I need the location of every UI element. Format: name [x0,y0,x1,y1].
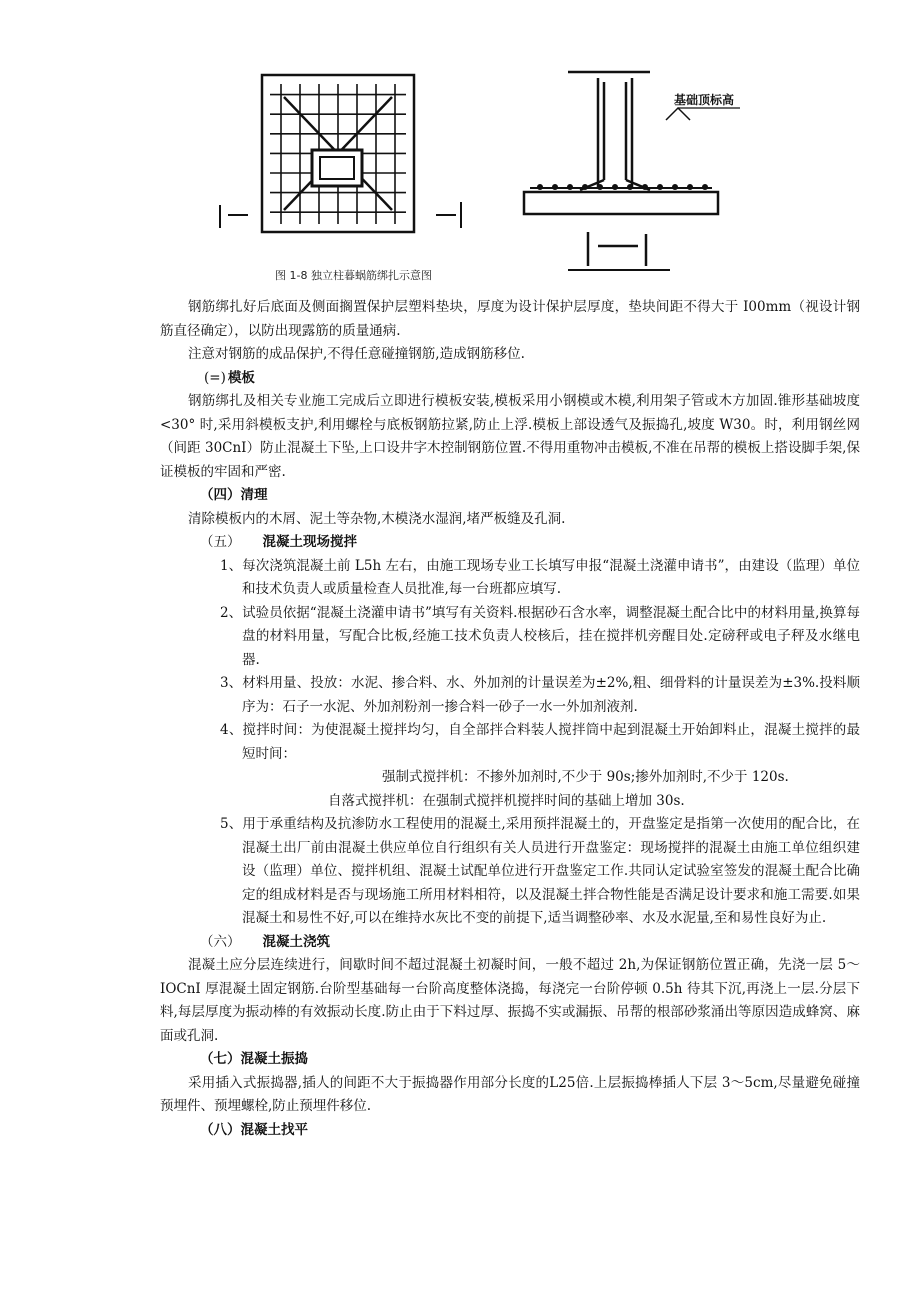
rebar-dot [582,184,588,190]
paragraph: 钢筋绑扎好后底面及侧面搁置保护层塑料垫块，厚度为设计保护层厚度，垫块间距不得大于 I00mm（视设计钢筋直径确定），以防出现露筋的质量通病. [160,299,860,339]
section-heading [160,531,860,555]
rebar-dot [552,184,558,190]
section-heading: （八）混凝土找平 [200,1121,308,1138]
rebar-dot [627,184,633,190]
paragraph: 钢筋绑扎及相关专业施工完成后立即进行模板安装,模板采用小钢模或木模,利用架子管或木方加固.锥形基础坡度<30° 时,采用斜模板支护,利用螺栓与底板钢筋拉紧,防止上浮.模板上部设透气及振捣孔,坡度 W30。时，利用钢丝网（间距 30CnI）防止混凝土下坠,上口设井字木控制钢筋位置.不得用重物冲击模板,不准在吊帮的模板上搭设脚手架,保证模板的牢固和严密. [160,393,860,480]
sub-item: 强制式搅拌机：不掺外加剂时,不少于 90s;掺外加剂时,不少于 120s. [382,769,789,785]
section-label-left: I [228,212,229,213]
section-label-right: I [458,200,459,201]
paragraph: 混凝土应分层连续进行，间歇时间不超过混凝土初凝时间，一般不超过 2h,为保证钢筋位置正确，先浇一层 5～IOCnI 厚混凝土固定钢筋.台阶型基础每一台阶高度整体浇捣，每浇完一台阶停顿 0.5h 待其下沉,再浇上一层.分层下料,每层厚度为振动棒的有效振动长度.防止由于下料过厚、振捣不实或漏振、吊帮的根部砂浆涌出等原因造成蜂窝、麻面或孔洞. [160,957,860,1044]
figure-caption: 图 1-8 独立柱暮蜗筋绑扎示意图 [275,269,432,282]
plan-view [262,75,414,232]
section-title: 混凝土现场搅拌 [262,534,357,550]
rebar-binding-diagram [200,60,740,285]
rebar-dot [702,184,708,190]
rebar-dot [657,184,663,190]
list-item: 2、试验员依据“混凝土浇灌申请书”填写有关资料.根据砂石含水率，调整混凝土配合比中的材料用量,换算每盘的材料用量，写配合比板,经施工技术负责人校核后，挂在搅拌机旁醒目处.定磅秤或电子秤及水继电器. [220,604,860,668]
rebar-dot [567,184,573,190]
section-title: 混凝土浇筑 [262,933,330,950]
rebar-dot [672,184,678,190]
body-text [160,296,860,1142]
section-title: 模板 [227,369,255,386]
rebar-dot [687,184,693,190]
rebar-dot [537,184,543,190]
rebar-dot [642,184,648,190]
section-label-bottom: I—I [600,260,602,261]
section-number: （六） [200,933,241,950]
rebar-dot [597,184,603,190]
section-marker-left [220,205,248,228]
sub-item: 自落式搅拌机：在强制式搅拌机搅拌时间的基础上增加 30s. [328,792,685,809]
section-heading: （四）清理 [200,487,268,503]
list-item: 1、每次浇筑混凝土前 L5h 左右，由施工现场专业工长填写申报“混凝土浇灌申请书”，由建设（监理）单位和技术负责人或质量检查人员批准,每一台班都应填写. [220,557,860,597]
list-item: 3、材料用量、投放：水泥、掺合料、水、外加剂的计量误差为±2%,粗、细骨料的计量误差为±3%.投料顺序为：石子一水泥、外加剂粉剂一掺合料一砂子一水一外加剂液剂. [220,675,860,715]
section-number: (=) [204,369,226,386]
foundation-top-elevation-label: 基础顶标高 [674,93,735,107]
paragraph: 清除模板内的木屑、泥土等杂物,木模浇水湿润,堵严板缝及孔洞. [188,510,566,527]
rebar-dot [612,184,618,190]
section-heading [160,367,860,391]
paragraph: 采用插入式振捣器,插人的间距不大于振捣器作用部分长度的L25倍.上层振捣棒插人下层 3～5cm,尽量避免碰撞预埋件、预埋螺栓,防止预埋件移位. [160,1074,860,1114]
paragraph: 注意对钢筋的成品保护,不得任意碰撞钢筋,造成钢筋移位. [188,346,525,362]
section-marker-right [436,202,461,228]
section-heading [160,931,860,955]
section-number: （五） [200,534,241,550]
list-item: 4、搅拌时间：为使混凝土搅拌均匀，自全部拌合料装人搅拌筒中起到混凝土开始卸料止，混凝土搅拌的最短时间： [220,722,860,762]
section-heading: （七）混凝土振捣 [200,1051,308,1067]
list-item: 5、用于承重结构及抗渗防水工程使用的混凝土,采用预拌混凝土的，开盘鉴定是指第一次使用的配合比，在混凝土出厂前由混凝土供应单位自行组织有关人员进行开盘鉴定：现场搅拌的混凝土由施工单位组织建设（监理）单位、搅拌机组、混凝土试配单位进行开盘鉴定工作.共同认定试验室签发的混凝土配合比确定的组成材料是否与现场施工所用材料相符，以及混凝土拌合物性能是否满足设计要求和施工需要.如果混凝土和易性不好,可以在维持水灰比不变的前提下,适当调整砂率、水及水泥量,至和易性良好为止. [220,816,860,926]
